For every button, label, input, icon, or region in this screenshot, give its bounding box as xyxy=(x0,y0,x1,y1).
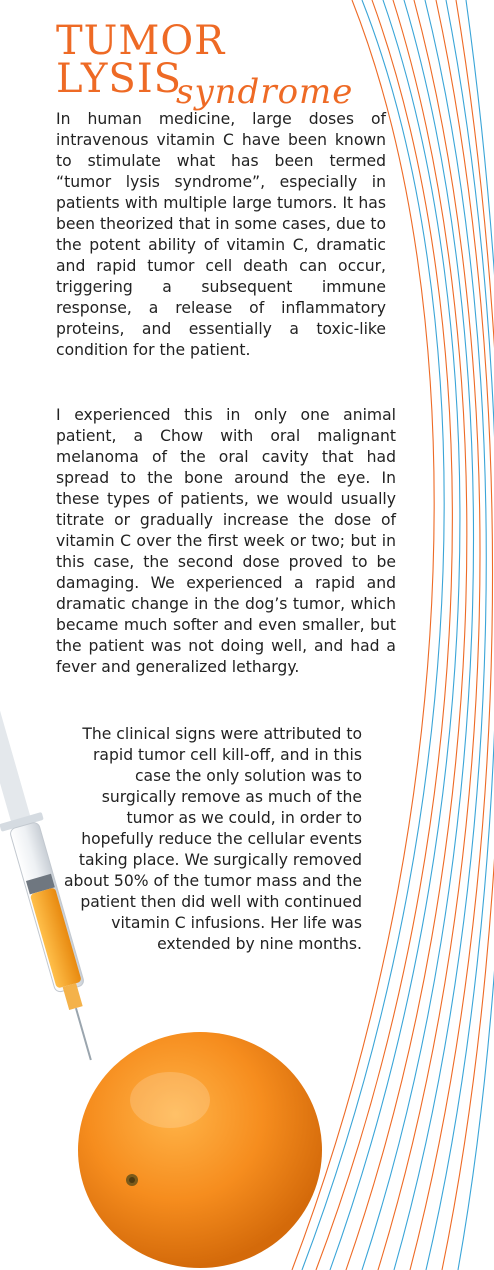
title-script: syndrome xyxy=(176,72,354,112)
title-line-2: LYSIS xyxy=(56,56,183,102)
page-title xyxy=(56,18,354,112)
paragraph-3: The clinical signs were attributed to rapid tumor cell kill-off, and in this case the only solution was to surgically remove as much of the tumor as we could, in order to hopefully reduce the cellular events taking place. We surgically removed about 50% of the tumor mass and the patient then did well with continued vitamin C infusions. Her life was extended by nine months. xyxy=(63,725,362,953)
paragraph-1: In human medicine, large doses of intravenous vitamin C have been known to stimulate what has been termed “tumor lysis syndrome”, especially in patients with multiple large tumors. It has been theorized that in some cases, due to the potent ability of vitamin C, dramatic and rapid tumor cell death can occur, triggering a subsequent immune response, a release of inflammatory proteins, and essentially a toxic-like condition for the patient. xyxy=(56,110,386,359)
syringe-icon xyxy=(0,651,111,1067)
illustration xyxy=(0,640,360,1270)
orange-icon xyxy=(78,1032,322,1268)
paragraph-2: I experienced this in only one animal patient, a Chow with oral malignant melanoma of the oral cavity that had spread to the bone around the eye. In these types of patients, we would usually titrate or gradually increase the dose of vitamin C over the first week or two; but in this case, the second dose proved to be damaging. We experienced a rapid and dramatic change in the dog’s tumor, which became much softer and even smaller, but the patient was not doing well, and had a fever and generalized lethargy. xyxy=(56,406,396,676)
title-line-1: TUMOR xyxy=(56,18,226,64)
